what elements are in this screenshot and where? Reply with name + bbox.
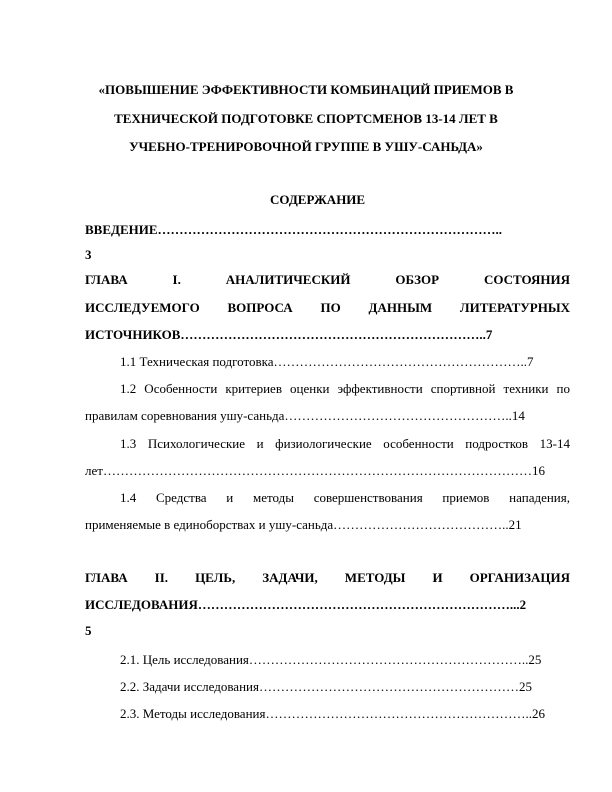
toc-chapter-2-line-2: ИССЛЕДОВАНИЯ………………………………………………………………...2 (85, 597, 527, 612)
title-line-2: ТЕХНИЧЕСКОЙ ПОДГОТОВКЕ СПОРТСМЕНОВ 13-14 ЛЕТ В (114, 111, 498, 126)
toc-section-1-1: 1.1 Техническая подготовка…………………………………………………..7 (120, 354, 534, 369)
toc-chapter-2-line-3: 5 (85, 623, 92, 638)
toc-section-2-3: 2.3. Методы исследования……………………………………………………..26 (120, 706, 545, 721)
toc-chapter-2-line-1: ГЛАВА II. ЦЕЛЬ, ЗАДАЧИ, МЕТОДЫ И ОРГАНИЗАЦИЯ (85, 570, 570, 585)
toc-section-1-4-line-1: 1.4 Средства и методы совершенствования приемов нападения, (120, 490, 570, 505)
toc-section-1-3-line-2: лет………………………………………………………………………………………16 (85, 463, 545, 478)
contents-heading: СОДЕРЖАНИЕ (270, 192, 366, 207)
toc-intro-page: 3 (85, 247, 92, 262)
toc-section-1-2-line-1: 1.2 Особенности критериев оценки эффективности спортивной техники по (120, 381, 570, 396)
toc-section-1-2-line-2: правилам соревнования ушу-саньда……………………………………………..14 (85, 408, 525, 423)
toc-section-1-4-line-2: применяемые в единоборствах и ушу-саньда…………………………………..21 (85, 517, 522, 532)
toc-section-2-2: 2.2. Задачи исследования……………………………………………………25 (120, 679, 532, 694)
toc-chapter-1-line-1: ГЛАВА I. АНАЛИТИЧЕСКИЙ ОБЗОР СОСТОЯНИЯ (85, 272, 570, 287)
toc-chapter-1-line-3: ИСТОЧНИКОВ……………………………………………………………..7 (85, 327, 493, 342)
title-line-3: УЧЕБНО-ТРЕНИРОВОЧНОЙ ГРУППЕ В УШУ-САНЬДА» (129, 139, 483, 154)
toc-section-1-3-line-1: 1.3 Психологические и физиологические особенности подростков 13-14 (120, 436, 570, 451)
toc-intro: ВВЕДЕНИЕ…………………………………………………………………….. (85, 222, 503, 237)
toc-section-2-1: 2.1. Цель исследования………………………………………………………..25 (120, 652, 542, 667)
title-line-1: «ПОВЫШЕНИЕ ЭФФЕКТИВНОСТИ КОМБИНАЦИЙ ПРИЕМОВ В (98, 82, 514, 97)
toc-chapter-1-line-2: ИССЛЕДУЕМОГО ВОПРОСА ПО ДАННЫМ ЛИТЕРАТУРНЫХ (85, 300, 570, 315)
